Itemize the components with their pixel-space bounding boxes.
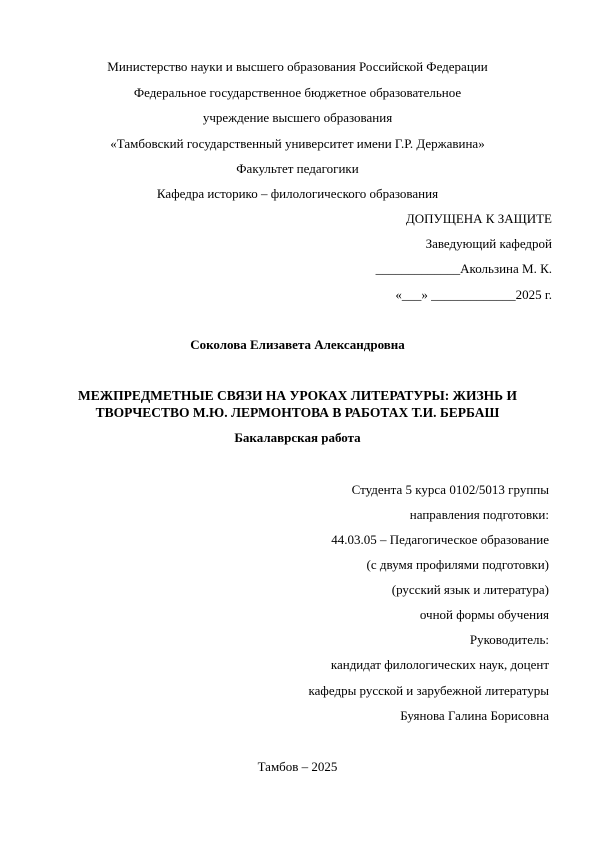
admitted-label: ДОПУЩЕНА К ЗАЩИТЕ [405, 211, 552, 226]
student-info-line-6: очной формы обучения [419, 607, 549, 622]
student-info-line-2: направления подготовки: [409, 507, 549, 522]
university-name: «Тамбовский государственный университет имени Г.Р. Державина» [110, 136, 485, 151]
institution-type-line-2: учреждение высшего образования [202, 110, 393, 125]
student-info-line-3: 44.03.05 – Педагогическое образование [331, 532, 549, 547]
student-info-line-1: Студента 5 курса 0102/5013 группы [351, 482, 549, 497]
work-type: Бакалаврская работа [234, 430, 361, 445]
department-name: Кафедра историко – филологического образования [156, 186, 439, 201]
faculty-name: Факультет педагогики [236, 161, 359, 176]
student-info-line-4: (с двумя профилями подготовки) [366, 557, 549, 572]
institution-type-line-1: Федеральное государственное бюджетное образовательное [133, 85, 462, 100]
footer-city-year: Тамбов – 2025 [257, 759, 338, 774]
supervisor-name: Буянова Галина Борисовна [400, 708, 549, 723]
supervisor-degree: кандидат филологических наук, доцент [330, 657, 549, 672]
author-name: Соколова Елизавета Александровна [190, 337, 405, 352]
student-info-line-5: (русский язык и литература) [391, 582, 549, 597]
signature-line: _____________Акользина М. К. [375, 261, 552, 276]
date-line: «___» _____________2025 г. [395, 287, 552, 302]
ministry-line: Министерство науки и высшего образования Российской Федерации [107, 59, 488, 74]
supervisor-department: кафедры русской и зарубежной литературы [308, 683, 549, 698]
head-of-department-label: Заведующий кафедрой [425, 236, 552, 251]
thesis-title-line-2: ТВОРЧЕСТВО М.Ю. ЛЕРМОНТОВА В РАБОТАХ Т.И. БЕРБАШ [95, 405, 500, 420]
supervisor-label: Руководитель: [469, 632, 549, 647]
thesis-title-line-1: МЕЖПРЕДМЕТНЫЕ СВЯЗИ НА УРОКАХ ЛИТЕРАТУРЫ: ЖИЗНЬ И [78, 388, 517, 403]
